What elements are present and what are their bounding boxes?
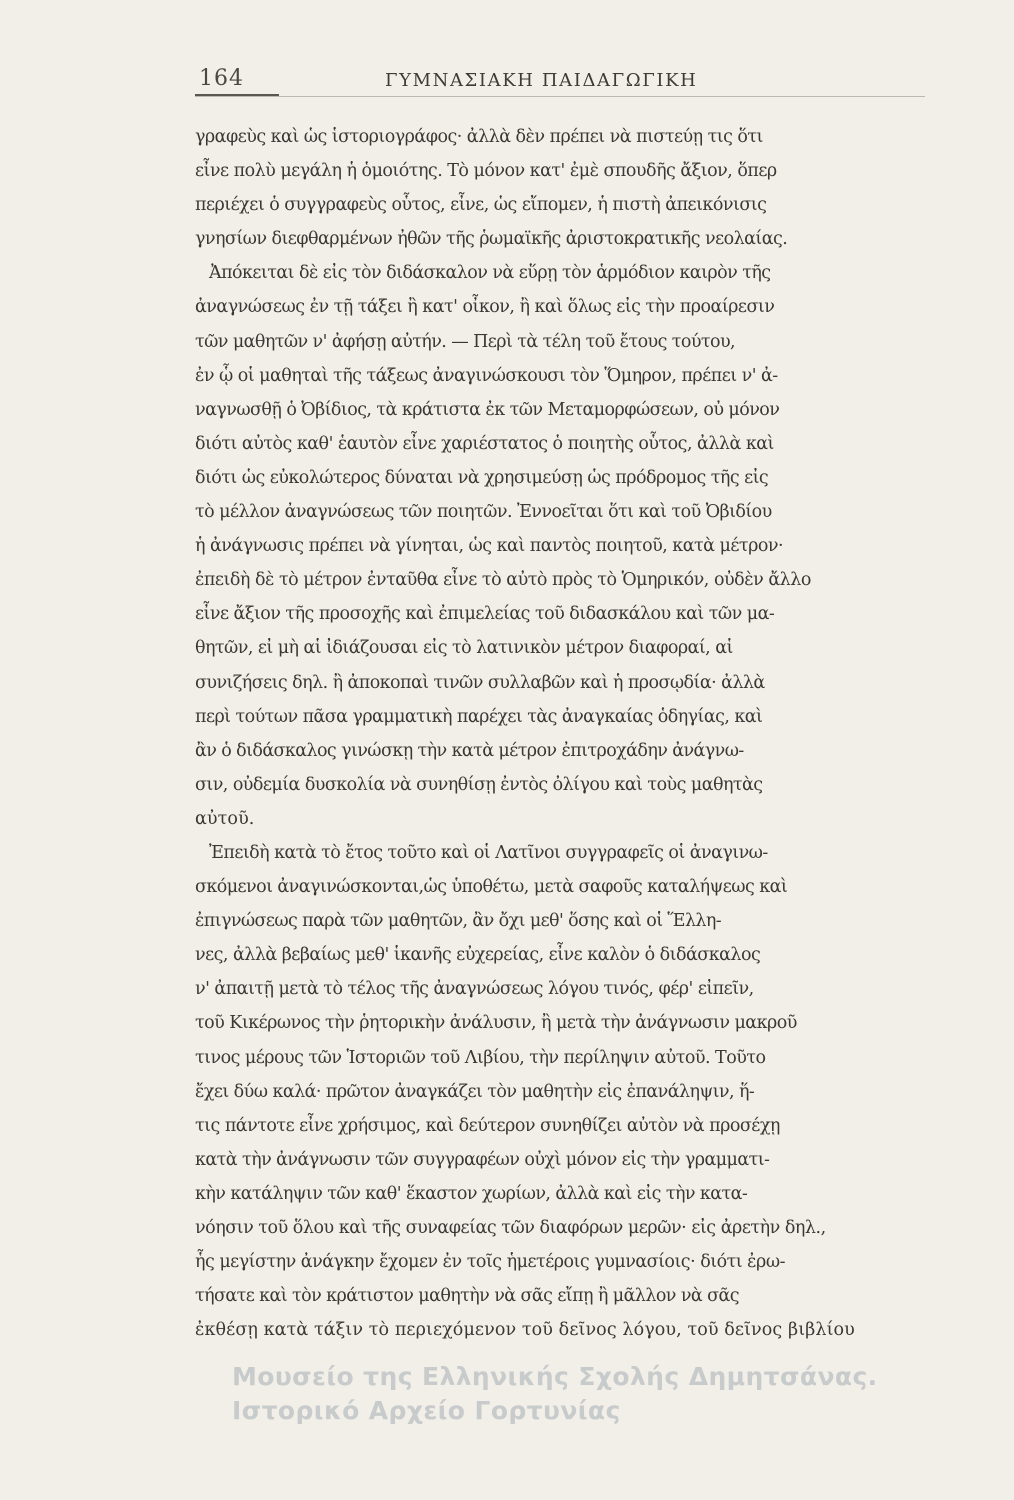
text-line: ἐπιγνώσεως παρὰ τῶν μαθητῶν, ἂν ὄχι μεθ' ὅσης καὶ οἱ Ἕλλη- — [195, 911, 722, 932]
text-line: ἂν ὁ διδάσκαλος γινώσκῃ τὴν κατὰ μέτρον ἐπιτροχάδην ἀνάγνω- — [195, 740, 744, 761]
text-line: γραφεὺς καὶ ὡς ἱστοριογράφος· ἀλλὰ δὲν πρέπει νὰ πιστεύῃ τις ὅτι — [195, 127, 763, 147]
page-number: 164 — [199, 66, 244, 91]
text-line: ἀναγνώσεως ἐν τῇ τάξει ἢ κατ' οἶκον, ἢ καὶ ὅλως εἰς τὴν προαίρεσιν — [195, 297, 775, 318]
text-line: τῶν μαθητῶν ν' ἀφήσῃ αὐτήν. — Περὶ τὰ τέλη τοῦ ἔτους τούτου, — [195, 331, 736, 352]
text-line: Ἀπόκειται δὲ εἰς τὸν διδάσκαλον νὰ εὕρῃ τὸν ἁρμόδιον καιρὸν τῆς — [209, 263, 771, 284]
text-line: Ἐπειδὴ κατὰ τὸ ἔτος τοῦτο καὶ οἱ Λατῖνοι συγγραφεῖς οἱ ἀναγινω- — [209, 842, 768, 863]
text-line: κατὰ τὴν ἀνάγνωσιν τῶν συγγραφέων οὐχὶ μόνον εἰς τὴν γραμματι- — [195, 1149, 770, 1170]
text-line: διότι αὐτὸς καθ' ἑαυτὸν εἶνε χαριέστατος ὁ ποιητὴς οὗτος, ἀλλὰ καὶ — [195, 433, 774, 454]
archive-watermark — [232, 1360, 992, 1428]
text-line: περὶ τούτων πᾶσα γραμματικὴ παρέχει τὰς ἀναγκαίας ὁδηγίας, καὶ — [195, 706, 763, 727]
running-head: ΓΥΜΝΑΣΙΑΚΗ ΠΑΙΔΑΓΩΓΙΚΗ — [385, 70, 698, 91]
text-line: γνησίων διεφθαρμένων ἠθῶν τῆς ῥωμαϊκῆς ἀριστοκρατικῆς νεολαίας. — [195, 229, 788, 250]
text-line: ἡ ἀνάγνωσις πρέπει νὰ γίνηται, ὡς καὶ παντὸς ποιητοῦ, κατὰ μέτρον· — [195, 536, 784, 557]
text-line: ναγνωσθῇ ὁ Ὀβίδιος, τὰ κράτιστα ἐκ τῶν Μεταμορφώσεων, οὐ μόνον — [195, 399, 780, 420]
text-line: κὴν κατάληψιν τῶν καθ' ἕκαστον χωρίων, ἀλλὰ καὶ εἰς τὴν κατα- — [195, 1183, 748, 1204]
text-line: θητῶν, εἰ μὴ αἱ ἰδιάζουσαι εἰς τὸ λατινικὸν μέτρον διαφοραί, αἱ — [195, 638, 733, 659]
text-line: περιέχει ὁ συγγραφεὺς οὗτος, εἶνε, ὡς εἴπομεν, ἡ πιστὴ ἀπεικόνισις — [195, 195, 767, 216]
text-line: τις πάντοτε εἶνε χρήσιμος, καὶ δεύτερον συνηθίζει αὐτὸν νὰ προσέχῃ — [195, 1115, 780, 1136]
text-line: ν' ἀπαιτῇ μετὰ τὸ τέλος τῆς ἀναγνώσεως λόγου τινός, φέρ' εἰπεῖν, — [195, 979, 754, 1000]
text-line: συνιζήσεις δηλ. ἢ ἀποκοπαὶ τινῶν συλλαβῶν καὶ ἡ προσῳδία· ἀλλὰ — [195, 672, 765, 693]
text-line: αὐτοῦ. — [195, 808, 255, 829]
text-line: ἧς μεγίστην ἀνάγκην ἔχομεν ἐν τοῖς ἡμετέροις γυμνασίοις· διότι ἐρω- — [195, 1252, 785, 1273]
text-line: τὸ μέλλον ἀναγνώσεως τῶν ποιητῶν. Ἐννοεῖται ὅτι καὶ τοῦ Ὀβιδίου — [195, 502, 772, 523]
text-line: τοῦ Κικέρωνος τὴν ῥητορικὴν ἀνάλυσιν, ἢ μετὰ τὴν ἀνάγνωσιν μακροῦ — [195, 1013, 797, 1034]
text-line: ἐν ᾧ οἱ μαθηταὶ τῆς τάξεως ἀναγινώσκουσι τὸν Ὅμηρον, πρέπει ν' ἀ- — [195, 365, 778, 386]
text-line: σιν, οὐδεμία δυσκολία νὰ συνηθίσῃ ἐντὸς ὀλίγου καὶ τοὺς μαθητὰς — [195, 774, 763, 795]
text-line: τήσατε καὶ τὸν κράτιστον μαθητὴν νὰ σᾶς εἴπῃ ἢ μᾶλλον νὰ σᾶς — [195, 1286, 739, 1307]
text-line: ἐκθέσῃ κατὰ τάξιν τὸ περιεχόμενον τοῦ δεῖνος λόγου, τοῦ δεῖνος βιβλίου — [195, 1320, 855, 1341]
page-number-underline — [195, 94, 279, 96]
body-text — [195, 120, 965, 1347]
text-line: τινος μέρους τῶν Ἱστοριῶν τοῦ Λιβίου, τὴν περίληψιν αὐτοῦ. Τοῦτο — [195, 1047, 766, 1068]
text-line: εἶνε πολὺ μεγάλη ἡ ὁμοιότης. Τὸ μόνον κατ' ἐμὲ σπουδῆς ἄξιον, ὅπερ — [195, 161, 777, 182]
text-line: νες, ἀλλὰ βεβαίως μεθ' ἱκανῆς εὐχερείας, εἶνε καλὸν ὁ διδάσκαλος — [195, 945, 761, 966]
text-line: ἔχει δύω καλά· πρῶτον ἀναγκάζει τὸν μαθητὴν εἰς ἐπανάληψιν, ἥ- — [195, 1081, 755, 1102]
page-header — [195, 64, 925, 97]
text-line: ἐπειδὴ δὲ τὸ μέτρον ἐνταῦθα εἶνε τὸ αὐτὸ πρὸς τὸ Ὁμηρικόν, οὐδὲν ἄλλο — [195, 570, 811, 591]
watermark-line-1: Μουσείο της Ελληνικής Σχολής Δημητσάνας. — [232, 1362, 878, 1391]
text-line: σκόμενοι ἀναγινώσκονται,ὡς ὑποθέτω, μετὰ σαφοῦς καταλήψεως καὶ — [195, 877, 788, 898]
text-line: διότι ὡς εὐκολώτερος δύναται νὰ χρησιμεύσῃ ὡς πρόδρομος τῆς εἰς — [195, 467, 769, 488]
text-line: εἶνε ἄξιον τῆς προσοχῆς καὶ ἐπιμελείας τοῦ διδασκάλου καὶ τῶν μα- — [195, 604, 775, 625]
watermark-line-2: Ιστορικό Αρχείο Γορτυνίας — [232, 1396, 621, 1425]
text-line: νόησιν τοῦ ὅλου καὶ τῆς συναφείας τῶν διαφόρων μερῶν· εἰς ἀρετὴν δηλ., — [195, 1218, 826, 1238]
